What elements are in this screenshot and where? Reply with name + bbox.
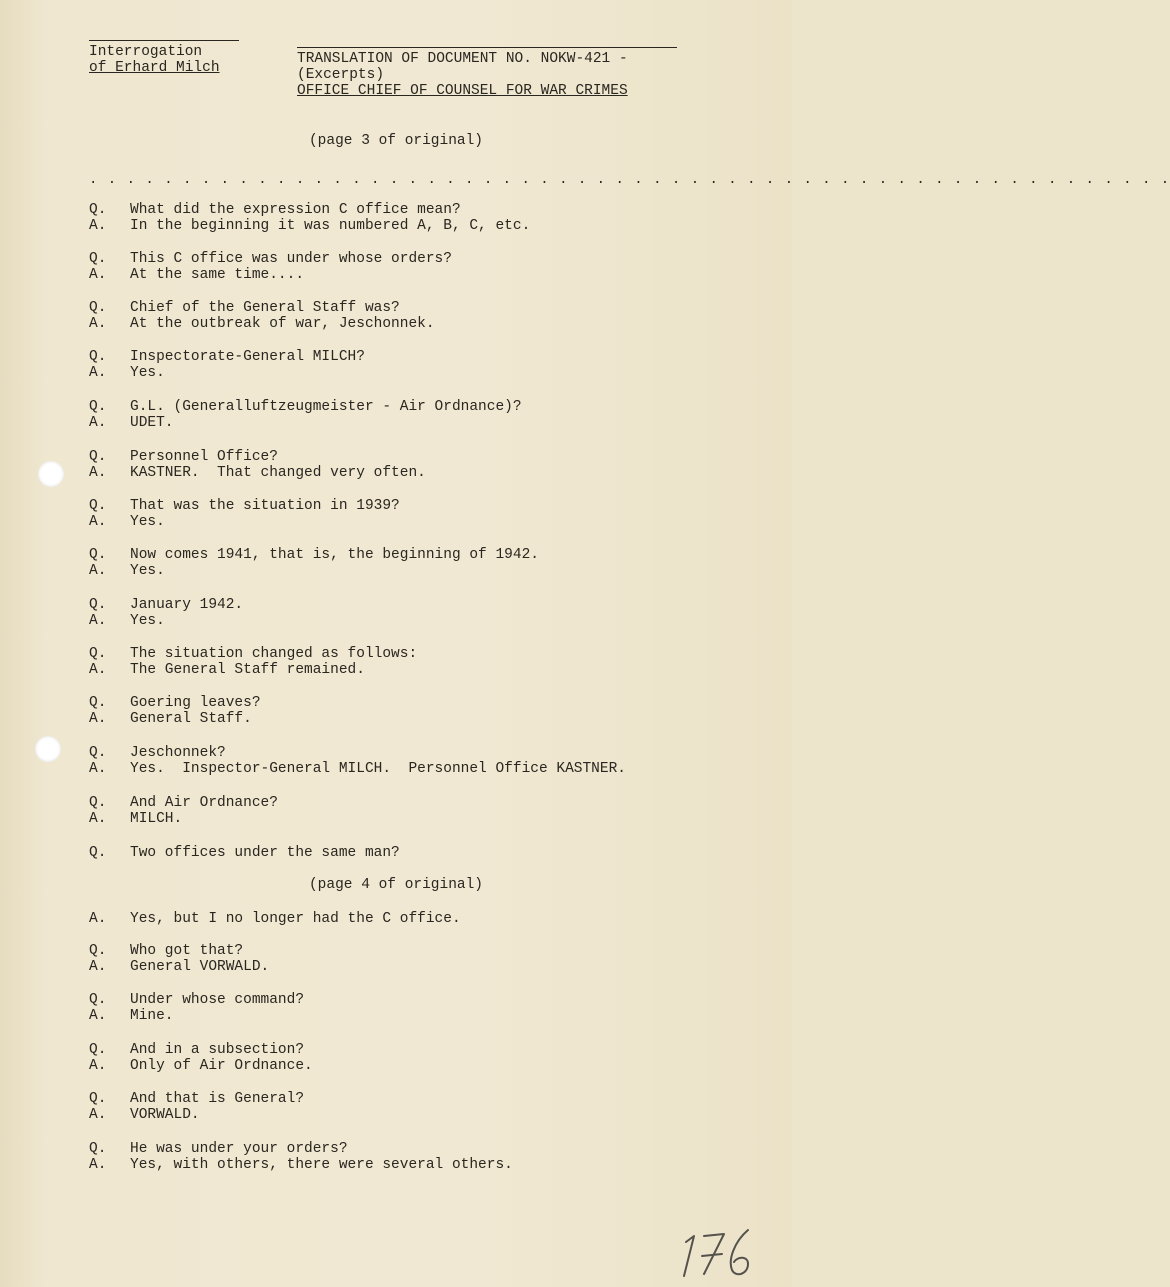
qa-block: Q. And in a subsection? A. Only of Air Ordnance. <box>89 1042 313 1074</box>
header-right-line1: TRANSLATION OF DOCUMENT NO. NOKW-421 - <box>297 51 628 67</box>
qa-block: Q. Goering leaves? A. General Staff. <box>89 695 261 727</box>
question: Under whose command? <box>130 992 305 1008</box>
qa-block: A. Yes, but I no longer had the C office. <box>89 911 461 927</box>
answer: At the outbreak of war, Jeschonnek. <box>130 316 435 332</box>
answer: At the same time.... <box>130 267 305 283</box>
qa-block: Q. And Air Ordnance? A. MILCH. <box>89 795 278 827</box>
answer: Yes. <box>130 563 165 579</box>
answer: KASTNER. That changed very often. <box>130 465 426 481</box>
qa-block: Q. And that is General? A. VORWALD. <box>89 1091 305 1123</box>
qa-block: Q. Now comes 1941, that is, the beginning of 1942. A. Yes. <box>89 547 539 579</box>
qa-block: Q. Inspectorate-General MILCH? A. Yes. <box>89 349 365 381</box>
handwritten-page-number <box>672 1220 772 1280</box>
qa-block: Q. Personnel Office? A. KASTNER. That changed very often. <box>89 449 426 481</box>
header-left <box>89 40 239 76</box>
question: And Air Ordnance? <box>130 795 278 811</box>
question: Two offices under the same man? <box>130 845 400 861</box>
answer: UDET. <box>130 415 174 431</box>
header-right-line3: OFFICE CHIEF OF COUNSEL FOR WAR CRIMES <box>297 83 628 99</box>
header-left-line1: Interrogation <box>89 44 203 60</box>
question: Jeschonnek? <box>130 745 226 761</box>
question: He was under your orders? <box>130 1141 348 1157</box>
answer: General Staff. <box>130 711 252 727</box>
question: Goering leaves? <box>130 695 261 711</box>
punch-hole <box>38 461 64 487</box>
question: And in a subsection? <box>130 1042 305 1058</box>
qa-block: Q. What did the expression C office mean? A. In the beginning it was numbered A, B, C, etc. <box>89 202 531 234</box>
question: That was the situation in 1939? <box>130 498 400 514</box>
question: January 1942. <box>130 597 244 613</box>
question: Personnel Office? <box>130 449 278 465</box>
qa-block: Q. He was under your orders? A. Yes, with others, there were several others. <box>89 1141 513 1173</box>
qa-block: Q. That was the situation in 1939? A. Yes. <box>89 498 400 530</box>
ellipsis-divider: . . . . . . . . . . . . . . . . . . . . . . . . . . . . . . . . . . . . . . . . . . . . . . . . . . . . . . . . . . <box>89 172 1170 188</box>
qa-block: Q. Under whose command? A. Mine. <box>89 992 305 1024</box>
question: This C office was under whose orders? <box>130 251 452 267</box>
qa-block: Q. The situation changed as follows: A. The General Staff remained. <box>89 646 418 678</box>
answer: Yes. Inspector-General MILCH. Personnel Office KASTNER. <box>130 761 626 777</box>
answer: In the beginning it was numbered A, B, C, etc. <box>130 218 531 234</box>
answer: Mine. <box>130 1008 174 1024</box>
qa-block: Q. Two offices under the same man? <box>89 845 400 861</box>
qa-block: Q. Jeschonnek? A. Yes. Inspector-General MILCH. Personnel Office KASTNER. <box>89 745 626 777</box>
answer: Yes. <box>130 365 165 381</box>
page-marker-3: (page 3 of original) <box>308 133 484 149</box>
qa-block: Q. January 1942. A. Yes. <box>89 597 244 629</box>
answer: Yes, but I no longer had the C office. <box>130 911 461 927</box>
question: Inspectorate-General MILCH? <box>130 349 365 365</box>
question: G.L. (Generalluftzeugmeister - Air Ordnance)? <box>130 399 522 415</box>
header-right <box>297 47 677 99</box>
qa-block: Q. Who got that? A. General VORWALD. <box>89 943 270 975</box>
answer: General VORWALD. <box>130 959 270 975</box>
answer: VORWALD. <box>130 1107 200 1123</box>
question: Chief of the General Staff was? <box>130 300 400 316</box>
answer: MILCH. <box>130 811 183 827</box>
qa-block: Q. Chief of the General Staff was? A. At the outbreak of war, Jeschonnek. <box>89 300 435 332</box>
qa-block: Q. This C office was under whose orders? A. At the same time.... <box>89 251 452 283</box>
answer: Yes. <box>130 514 165 530</box>
answer: Yes, with others, there were several others. <box>130 1157 513 1173</box>
punch-hole <box>35 736 61 762</box>
answer: Only of Air Ordnance. <box>130 1058 313 1074</box>
question: And that is General? <box>130 1091 305 1107</box>
page-marker-4: (page 4 of original) <box>308 877 484 893</box>
question: The situation changed as follows: <box>130 646 418 662</box>
answer: Yes. <box>130 613 165 629</box>
answer: The General Staff remained. <box>130 662 365 678</box>
header-right-line2: (Excerpts) <box>297 67 385 83</box>
qa-block: Q. G.L. (Generalluftzeugmeister - Air Ordnance)? A. UDET. <box>89 399 522 431</box>
question: Who got that? <box>130 943 244 959</box>
header-left-line2: of Erhard Milch <box>89 60 220 76</box>
question: What did the expression C office mean? <box>130 202 461 218</box>
question: Now comes 1941, that is, the beginning of 1942. <box>130 547 539 563</box>
